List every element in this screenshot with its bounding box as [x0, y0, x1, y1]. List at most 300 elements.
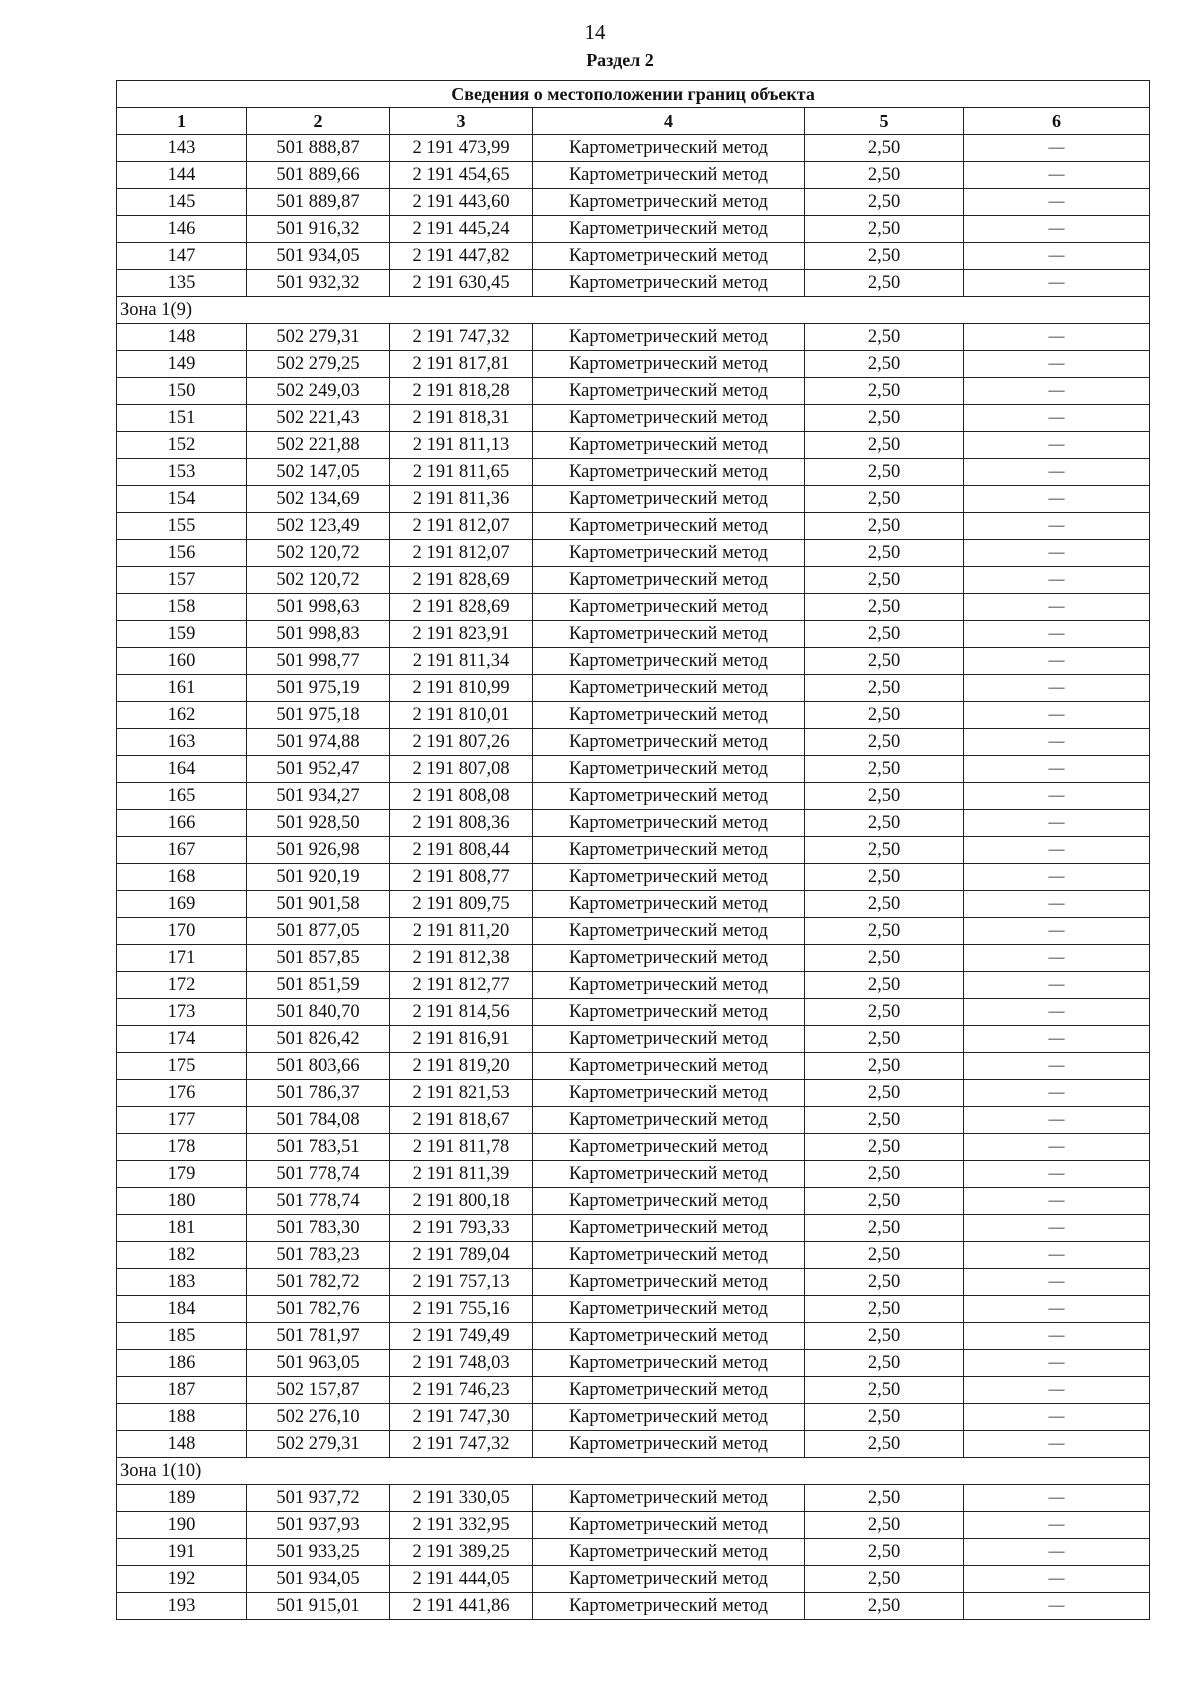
- method-cell: Картометрический метод: [533, 864, 805, 891]
- table-row: [117, 1377, 1150, 1404]
- description-cell: —: [964, 405, 1150, 432]
- y-coordinate-cell: 2 191 746,23: [390, 1377, 533, 1404]
- method-cell: Картометрический метод: [533, 1161, 805, 1188]
- point-number-cell: 156: [117, 540, 247, 567]
- accuracy-cell: 2,50: [805, 621, 964, 648]
- table-row: [117, 189, 1150, 216]
- description-cell: —: [964, 540, 1150, 567]
- method-cell: Картометрический метод: [533, 810, 805, 837]
- accuracy-cell: 2,50: [805, 216, 964, 243]
- method-cell: Картометрический метод: [533, 945, 805, 972]
- method-cell: Картометрический метод: [533, 621, 805, 648]
- accuracy-cell: 2,50: [805, 972, 964, 999]
- x-coordinate-cell: 501 916,32: [247, 216, 390, 243]
- accuracy-cell: 2,50: [805, 1377, 964, 1404]
- point-number-cell: 168: [117, 864, 247, 891]
- y-coordinate-cell: 2 191 818,67: [390, 1107, 533, 1134]
- accuracy-cell: 2,50: [805, 1566, 964, 1593]
- table-row: [117, 378, 1150, 405]
- point-number-cell: 179: [117, 1161, 247, 1188]
- x-coordinate-cell: 502 120,72: [247, 540, 390, 567]
- x-coordinate-cell: 502 249,03: [247, 378, 390, 405]
- table-row: [117, 1296, 1150, 1323]
- description-cell: —: [964, 1566, 1150, 1593]
- table-row: [117, 945, 1150, 972]
- x-coordinate-cell: 502 147,05: [247, 459, 390, 486]
- accuracy-cell: 2,50: [805, 1134, 964, 1161]
- method-cell: Картометрический метод: [533, 675, 805, 702]
- description-cell: —: [964, 918, 1150, 945]
- method-cell: Картометрический метод: [533, 1323, 805, 1350]
- y-coordinate-cell: 2 191 818,28: [390, 378, 533, 405]
- description-cell: —: [964, 351, 1150, 378]
- method-cell: Картометрический метод: [533, 783, 805, 810]
- method-cell: Картометрический метод: [533, 162, 805, 189]
- y-coordinate-cell: 2 191 811,34: [390, 648, 533, 675]
- section-title: Раздел 2: [586, 50, 654, 70]
- table-body: [117, 135, 1150, 1620]
- x-coordinate-cell: 502 157,87: [247, 1377, 390, 1404]
- method-cell: Картометрический метод: [533, 324, 805, 351]
- point-number-cell: 145: [117, 189, 247, 216]
- point-number-cell: 157: [117, 567, 247, 594]
- x-coordinate-cell: 501 926,98: [247, 837, 390, 864]
- method-cell: Картометрический метод: [533, 1566, 805, 1593]
- page-number: 14: [584, 20, 606, 44]
- table-row: [117, 459, 1150, 486]
- description-cell: —: [964, 1026, 1150, 1053]
- point-number-cell: 158: [117, 594, 247, 621]
- y-coordinate-cell: 2 191 817,81: [390, 351, 533, 378]
- x-coordinate-cell: 501 920,19: [247, 864, 390, 891]
- x-coordinate-cell: 501 937,72: [247, 1485, 390, 1512]
- description-cell: —: [964, 1323, 1150, 1350]
- x-coordinate-cell: 501 783,30: [247, 1215, 390, 1242]
- y-coordinate-cell: 2 191 330,05: [390, 1485, 533, 1512]
- method-cell: Картометрический метод: [533, 459, 805, 486]
- method-cell: Картометрический метод: [533, 513, 805, 540]
- accuracy-cell: 2,50: [805, 540, 964, 567]
- y-coordinate-cell: 2 191 747,32: [390, 324, 533, 351]
- y-coordinate-cell: 2 191 811,20: [390, 918, 533, 945]
- method-cell: Картометрический метод: [533, 1053, 805, 1080]
- x-coordinate-cell: 501 783,51: [247, 1134, 390, 1161]
- accuracy-cell: 2,50: [805, 243, 964, 270]
- table-row: [117, 432, 1150, 459]
- method-cell: Картометрический метод: [533, 1512, 805, 1539]
- x-coordinate-cell: 502 134,69: [247, 486, 390, 513]
- table-row: [117, 567, 1150, 594]
- x-coordinate-cell: 501 963,05: [247, 1350, 390, 1377]
- table-row: [117, 1161, 1150, 1188]
- point-number-cell: 149: [117, 351, 247, 378]
- description-cell: —: [964, 1512, 1150, 1539]
- description-cell: —: [964, 1296, 1150, 1323]
- table-row: [117, 1215, 1150, 1242]
- accuracy-cell: 2,50: [805, 1431, 964, 1458]
- accuracy-cell: 2,50: [805, 864, 964, 891]
- y-coordinate-cell: 2 191 808,44: [390, 837, 533, 864]
- x-coordinate-cell: 502 279,31: [247, 324, 390, 351]
- point-number-cell: 159: [117, 621, 247, 648]
- y-coordinate-cell: 2 191 808,36: [390, 810, 533, 837]
- table-row: [117, 810, 1150, 837]
- method-cell: Картометрический метод: [533, 216, 805, 243]
- table-row: [117, 135, 1150, 162]
- x-coordinate-cell: 501 998,63: [247, 594, 390, 621]
- description-cell: —: [964, 459, 1150, 486]
- x-coordinate-cell: 501 782,72: [247, 1269, 390, 1296]
- accuracy-cell: 2,50: [805, 1323, 964, 1350]
- description-cell: —: [964, 486, 1150, 513]
- point-number-cell: 178: [117, 1134, 247, 1161]
- point-number-cell: 188: [117, 1404, 247, 1431]
- y-coordinate-cell: 2 191 808,77: [390, 864, 533, 891]
- method-cell: Картометрический метод: [533, 378, 805, 405]
- point-number-cell: 151: [117, 405, 247, 432]
- method-cell: Картометрический метод: [533, 189, 805, 216]
- method-cell: Картометрический метод: [533, 567, 805, 594]
- y-coordinate-cell: 2 191 807,08: [390, 756, 533, 783]
- x-coordinate-cell: 501 782,76: [247, 1296, 390, 1323]
- x-coordinate-cell: 501 840,70: [247, 999, 390, 1026]
- accuracy-cell: 2,50: [805, 1485, 964, 1512]
- table-row: [117, 1593, 1150, 1620]
- column-header: 5: [805, 108, 964, 135]
- x-coordinate-cell: 501 901,58: [247, 891, 390, 918]
- y-coordinate-cell: 2 191 811,78: [390, 1134, 533, 1161]
- table-row: [117, 1566, 1150, 1593]
- method-cell: Картометрический метод: [533, 1215, 805, 1242]
- description-cell: —: [964, 324, 1150, 351]
- accuracy-cell: 2,50: [805, 648, 964, 675]
- y-coordinate-cell: 2 191 811,13: [390, 432, 533, 459]
- x-coordinate-cell: 501 857,85: [247, 945, 390, 972]
- accuracy-cell: 2,50: [805, 1350, 964, 1377]
- description-cell: —: [964, 189, 1150, 216]
- point-number-cell: 155: [117, 513, 247, 540]
- accuracy-cell: 2,50: [805, 837, 964, 864]
- table-row: [117, 540, 1150, 567]
- y-coordinate-cell: 2 191 441,86: [390, 1593, 533, 1620]
- point-number-cell: 180: [117, 1188, 247, 1215]
- accuracy-cell: 2,50: [805, 486, 964, 513]
- y-coordinate-cell: 2 191 812,38: [390, 945, 533, 972]
- x-coordinate-cell: 501 826,42: [247, 1026, 390, 1053]
- x-coordinate-cell: 501 998,83: [247, 621, 390, 648]
- method-cell: Картометрический метод: [533, 648, 805, 675]
- table-row: [117, 1539, 1150, 1566]
- x-coordinate-cell: 502 279,25: [247, 351, 390, 378]
- point-number-cell: 167: [117, 837, 247, 864]
- method-cell: Картометрический метод: [533, 540, 805, 567]
- table-row: [117, 972, 1150, 999]
- table-row: [117, 162, 1150, 189]
- description-cell: —: [964, 810, 1150, 837]
- table-row: [117, 594, 1150, 621]
- x-coordinate-cell: 501 934,05: [247, 243, 390, 270]
- y-coordinate-cell: 2 191 747,30: [390, 1404, 533, 1431]
- y-coordinate-cell: 2 191 807,26: [390, 729, 533, 756]
- point-number-cell: 176: [117, 1080, 247, 1107]
- y-coordinate-cell: 2 191 812,07: [390, 540, 533, 567]
- description-cell: —: [964, 1053, 1150, 1080]
- table-row: [117, 243, 1150, 270]
- description-cell: —: [964, 1593, 1150, 1620]
- method-cell: Картометрический метод: [533, 729, 805, 756]
- y-coordinate-cell: 2 191 821,53: [390, 1080, 533, 1107]
- accuracy-cell: 2,50: [805, 513, 964, 540]
- accuracy-cell: 2,50: [805, 1404, 964, 1431]
- y-coordinate-cell: 2 191 818,31: [390, 405, 533, 432]
- method-cell: Картометрический метод: [533, 486, 805, 513]
- table-row: [117, 486, 1150, 513]
- description-cell: —: [964, 1161, 1150, 1188]
- column-header: 3: [390, 108, 533, 135]
- zone-label: Зона 1(9): [117, 297, 1150, 324]
- x-coordinate-cell: 501 888,87: [247, 135, 390, 162]
- point-number-cell: 184: [117, 1296, 247, 1323]
- description-cell: —: [964, 945, 1150, 972]
- y-coordinate-cell: 2 191 828,69: [390, 594, 533, 621]
- method-cell: Картометрический метод: [533, 1080, 805, 1107]
- table-row: [117, 1431, 1150, 1458]
- point-number-cell: 148: [117, 324, 247, 351]
- accuracy-cell: 2,50: [805, 1053, 964, 1080]
- y-coordinate-cell: 2 191 814,56: [390, 999, 533, 1026]
- method-cell: Картометрический метод: [533, 999, 805, 1026]
- accuracy-cell: 2,50: [805, 1512, 964, 1539]
- description-cell: —: [964, 1377, 1150, 1404]
- zone-label: Зона 1(10): [117, 1458, 1150, 1485]
- x-coordinate-cell: 501 889,66: [247, 162, 390, 189]
- table-header-row: [117, 108, 1150, 135]
- y-coordinate-cell: 2 191 816,91: [390, 1026, 533, 1053]
- point-number-cell: 147: [117, 243, 247, 270]
- x-coordinate-cell: 501 974,88: [247, 729, 390, 756]
- point-number-cell: 173: [117, 999, 247, 1026]
- table-row: [117, 918, 1150, 945]
- y-coordinate-cell: 2 191 819,20: [390, 1053, 533, 1080]
- x-coordinate-cell: 502 123,49: [247, 513, 390, 540]
- accuracy-cell: 2,50: [805, 1161, 964, 1188]
- table-row: [117, 756, 1150, 783]
- description-cell: —: [964, 567, 1150, 594]
- description-cell: —: [964, 1431, 1150, 1458]
- y-coordinate-cell: 2 191 812,77: [390, 972, 533, 999]
- table-row: [117, 405, 1150, 432]
- point-number-cell: 174: [117, 1026, 247, 1053]
- y-coordinate-cell: 2 191 789,04: [390, 1242, 533, 1269]
- accuracy-cell: 2,50: [805, 1296, 964, 1323]
- x-coordinate-cell: 501 778,74: [247, 1161, 390, 1188]
- point-number-cell: 144: [117, 162, 247, 189]
- point-number-cell: 146: [117, 216, 247, 243]
- zone-row: [117, 297, 1150, 324]
- description-cell: —: [964, 1269, 1150, 1296]
- description-cell: —: [964, 1539, 1150, 1566]
- y-coordinate-cell: 2 191 443,60: [390, 189, 533, 216]
- description-cell: —: [964, 243, 1150, 270]
- point-number-cell: 192: [117, 1566, 247, 1593]
- table-row: [117, 1080, 1150, 1107]
- table-row: [117, 1188, 1150, 1215]
- method-cell: Картометрический метод: [533, 1026, 805, 1053]
- method-cell: Картометрический метод: [533, 1404, 805, 1431]
- x-coordinate-cell: 501 786,37: [247, 1080, 390, 1107]
- accuracy-cell: 2,50: [805, 729, 964, 756]
- point-number-cell: 161: [117, 675, 247, 702]
- method-cell: Картометрический метод: [533, 270, 805, 297]
- point-number-cell: 177: [117, 1107, 247, 1134]
- y-coordinate-cell: 2 191 823,91: [390, 621, 533, 648]
- description-cell: —: [964, 972, 1150, 999]
- x-coordinate-cell: 501 889,87: [247, 189, 390, 216]
- table-row: [117, 216, 1150, 243]
- x-coordinate-cell: 501 781,97: [247, 1323, 390, 1350]
- accuracy-cell: 2,50: [805, 999, 964, 1026]
- method-cell: Картометрический метод: [533, 1593, 805, 1620]
- accuracy-cell: 2,50: [805, 1593, 964, 1620]
- x-coordinate-cell: 501 928,50: [247, 810, 390, 837]
- accuracy-cell: 2,50: [805, 432, 964, 459]
- column-header: 2: [247, 108, 390, 135]
- y-coordinate-cell: 2 191 800,18: [390, 1188, 533, 1215]
- y-coordinate-cell: 2 191 473,99: [390, 135, 533, 162]
- description-cell: —: [964, 783, 1150, 810]
- point-number-cell: 191: [117, 1539, 247, 1566]
- point-number-cell: 193: [117, 1593, 247, 1620]
- x-coordinate-cell: 502 120,72: [247, 567, 390, 594]
- method-cell: Картометрический метод: [533, 1269, 805, 1296]
- zone-row: [117, 1458, 1150, 1485]
- y-coordinate-cell: 2 191 793,33: [390, 1215, 533, 1242]
- method-cell: Картометрический метод: [533, 837, 805, 864]
- y-coordinate-cell: 2 191 810,99: [390, 675, 533, 702]
- method-cell: Картометрический метод: [533, 1107, 805, 1134]
- table-row: [117, 1053, 1150, 1080]
- description-cell: —: [964, 594, 1150, 621]
- x-coordinate-cell: 502 221,43: [247, 405, 390, 432]
- table-row: [117, 999, 1150, 1026]
- method-cell: Картометрический метод: [533, 756, 805, 783]
- description-cell: —: [964, 729, 1150, 756]
- boundary-table: [116, 80, 1150, 1620]
- point-number-cell: 187: [117, 1377, 247, 1404]
- y-coordinate-cell: 2 191 445,24: [390, 216, 533, 243]
- x-coordinate-cell: 501 998,77: [247, 648, 390, 675]
- method-cell: Картометрический метод: [533, 405, 805, 432]
- accuracy-cell: 2,50: [805, 1269, 964, 1296]
- description-cell: —: [964, 621, 1150, 648]
- description-cell: —: [964, 675, 1150, 702]
- point-number-cell: 170: [117, 918, 247, 945]
- description-cell: —: [964, 1242, 1150, 1269]
- method-cell: Картометрический метод: [533, 135, 805, 162]
- point-number-cell: 135: [117, 270, 247, 297]
- description-cell: —: [964, 135, 1150, 162]
- y-coordinate-cell: 2 191 812,07: [390, 513, 533, 540]
- description-cell: —: [964, 756, 1150, 783]
- table-row: [117, 1404, 1150, 1431]
- y-coordinate-cell: 2 191 444,05: [390, 1566, 533, 1593]
- point-number-cell: 162: [117, 702, 247, 729]
- point-number-cell: 171: [117, 945, 247, 972]
- point-number-cell: 150: [117, 378, 247, 405]
- x-coordinate-cell: 501 778,74: [247, 1188, 390, 1215]
- y-coordinate-cell: 2 191 755,16: [390, 1296, 533, 1323]
- y-coordinate-cell: 2 191 811,65: [390, 459, 533, 486]
- x-coordinate-cell: 501 877,05: [247, 918, 390, 945]
- y-coordinate-cell: 2 191 630,45: [390, 270, 533, 297]
- table-row: [117, 729, 1150, 756]
- method-cell: Картометрический метод: [533, 1242, 805, 1269]
- x-coordinate-cell: 501 783,23: [247, 1242, 390, 1269]
- accuracy-cell: 2,50: [805, 756, 964, 783]
- accuracy-cell: 2,50: [805, 783, 964, 810]
- table-row: [117, 837, 1150, 864]
- table-caption-row: [117, 81, 1150, 108]
- accuracy-cell: 2,50: [805, 891, 964, 918]
- x-coordinate-cell: 501 975,18: [247, 702, 390, 729]
- method-cell: Картометрический метод: [533, 1188, 805, 1215]
- point-number-cell: 183: [117, 1269, 247, 1296]
- y-coordinate-cell: 2 191 748,03: [390, 1350, 533, 1377]
- accuracy-cell: 2,50: [805, 810, 964, 837]
- method-cell: Картометрический метод: [533, 972, 805, 999]
- y-coordinate-cell: 2 191 447,82: [390, 243, 533, 270]
- description-cell: —: [964, 1134, 1150, 1161]
- table-row: [117, 702, 1150, 729]
- point-number-cell: 172: [117, 972, 247, 999]
- table-row: [117, 1026, 1150, 1053]
- table-row: [117, 1350, 1150, 1377]
- method-cell: Картометрический метод: [533, 1377, 805, 1404]
- description-cell: —: [964, 837, 1150, 864]
- column-header: 4: [533, 108, 805, 135]
- point-number-cell: 166: [117, 810, 247, 837]
- accuracy-cell: 2,50: [805, 1107, 964, 1134]
- accuracy-cell: 2,50: [805, 1539, 964, 1566]
- accuracy-cell: 2,50: [805, 1188, 964, 1215]
- y-coordinate-cell: 2 191 811,36: [390, 486, 533, 513]
- accuracy-cell: 2,50: [805, 1242, 964, 1269]
- point-number-cell: 189: [117, 1485, 247, 1512]
- table-row: [117, 783, 1150, 810]
- point-number-cell: 148: [117, 1431, 247, 1458]
- y-coordinate-cell: 2 191 811,39: [390, 1161, 533, 1188]
- table-row: [117, 864, 1150, 891]
- description-cell: —: [964, 513, 1150, 540]
- point-number-cell: 190: [117, 1512, 247, 1539]
- x-coordinate-cell: 501 934,27: [247, 783, 390, 810]
- point-number-cell: 163: [117, 729, 247, 756]
- point-number-cell: 152: [117, 432, 247, 459]
- x-coordinate-cell: 501 934,05: [247, 1566, 390, 1593]
- column-header: 6: [964, 108, 1150, 135]
- description-cell: —: [964, 702, 1150, 729]
- accuracy-cell: 2,50: [805, 162, 964, 189]
- x-coordinate-cell: 501 932,32: [247, 270, 390, 297]
- method-cell: Картометрический метод: [533, 594, 805, 621]
- accuracy-cell: 2,50: [805, 594, 964, 621]
- y-coordinate-cell: 2 191 749,49: [390, 1323, 533, 1350]
- y-coordinate-cell: 2 191 757,13: [390, 1269, 533, 1296]
- accuracy-cell: 2,50: [805, 135, 964, 162]
- table-row: [117, 621, 1150, 648]
- description-cell: —: [964, 999, 1150, 1026]
- table-row: [117, 891, 1150, 918]
